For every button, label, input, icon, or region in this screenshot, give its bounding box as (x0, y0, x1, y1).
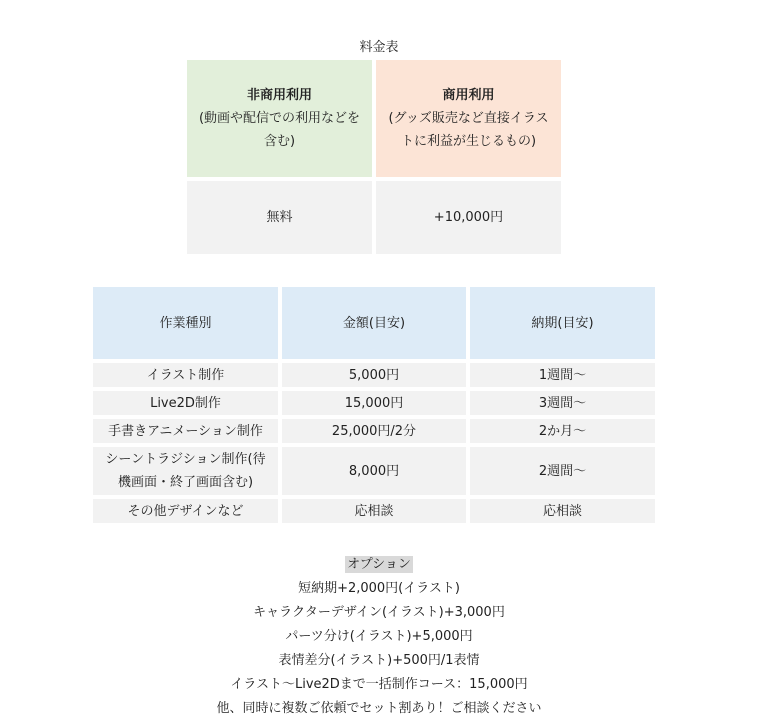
work-row-delivery: 応相談 (470, 499, 655, 523)
work-row-type: その他デザインなど (93, 499, 278, 523)
work-header-price: 金額(目安) (282, 287, 466, 359)
options-title-wrap (0, 553, 758, 572)
work-row-delivery: 2週間～ (470, 447, 655, 495)
work-header-delivery: 納期(目安) (470, 287, 655, 359)
work-row-price: 5,000円 (282, 363, 466, 387)
work-row-price: 15,000円 (282, 391, 466, 415)
option-line: キャラクターデザイン(イラスト)+3,000円 (253, 605, 505, 620)
work-row-type: 手書きアニメーション制作 (93, 419, 278, 443)
options-title: オプション (347, 557, 411, 572)
work-row-type: Live2D制作 (93, 391, 278, 415)
commercial-header-cell (376, 60, 561, 177)
option-line: 他、同時に複数ご依頼でセット割あり！ご相談ください (216, 701, 542, 716)
work-header-type: 作業種別 (93, 287, 278, 359)
work-row-price: 8,000円 (282, 447, 466, 495)
noncommercial-price-cell: 無料 (187, 181, 372, 254)
commercial-header-title: 商用利用 (442, 88, 495, 103)
work-row-delivery: 3週間～ (470, 391, 655, 415)
commercial-header-subtitle: (グッズ販売など直接イラストに利益が生じるもの) (388, 111, 549, 149)
commercial-price-cell: +10,000円 (376, 181, 561, 254)
price-table-title: 料金表 (359, 40, 399, 55)
noncommercial-header-cell (187, 60, 372, 177)
option-line: 表情差分(イラスト)+500円/1表情 (278, 653, 480, 668)
work-row-price: 25,000円/2分 (282, 419, 466, 443)
work-row-delivery: 2か月～ (470, 419, 655, 443)
work-row-price: 応相談 (282, 499, 466, 523)
option-line: 短納期+2,000円(イラスト) (298, 581, 460, 596)
work-row-type: イラスト制作 (93, 363, 278, 387)
work-row-delivery: 1週間～ (470, 363, 655, 387)
option-line: イラスト～Live2Dまで一括制作コース：15,000円 (230, 677, 528, 692)
noncommercial-header-subtitle: (動画や配信での利用などを含む) (198, 111, 361, 149)
option-line: パーツ分け(イラスト)+5,000円 (285, 629, 473, 644)
work-row-type: シーントラジション制作(待機画面・終了画面含む) (93, 447, 278, 495)
noncommercial-header-title: 非商用利用 (246, 88, 312, 103)
